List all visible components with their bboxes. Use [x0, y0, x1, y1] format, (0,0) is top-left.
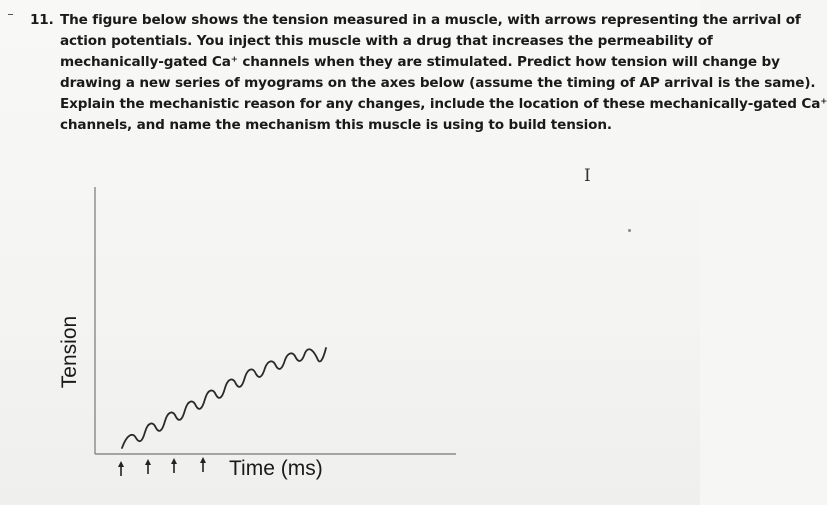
question-line-3: mechanically-gated Ca⁺ channels when they are stimulated. Predict how tension will change by	[60, 54, 780, 70]
x-axis-label: Time (ms)	[229, 457, 323, 480]
question-line-5: Explain the mechanistic reason for any changes, include the location of these mechanically-gated Ca⁺	[60, 96, 827, 112]
question-number: 11.	[30, 12, 54, 28]
question-line-2: action potentials. You inject this muscle with a drug that increases the permeability of	[60, 33, 713, 49]
ap-arrow-2	[145, 459, 151, 474]
question-line-1: 11. The figure below shows the tension measured in a muscle, with arrows representing the arrival of	[30, 10, 690, 31]
ap-arrow-1	[118, 461, 124, 476]
tension-trace	[122, 348, 326, 448]
ap-arrow-4	[200, 457, 206, 472]
question-line-6: channels, and name the mechanism this muscle is using to build tension.	[60, 117, 612, 133]
text-cursor-icon: I	[584, 166, 591, 186]
ap-arrow-3	[171, 458, 177, 473]
y-axis-label: Tension	[58, 315, 81, 389]
question-line-4: drawing a new series of myograms on the axes below (assume the timing of AP arrival is the same).	[60, 75, 816, 91]
